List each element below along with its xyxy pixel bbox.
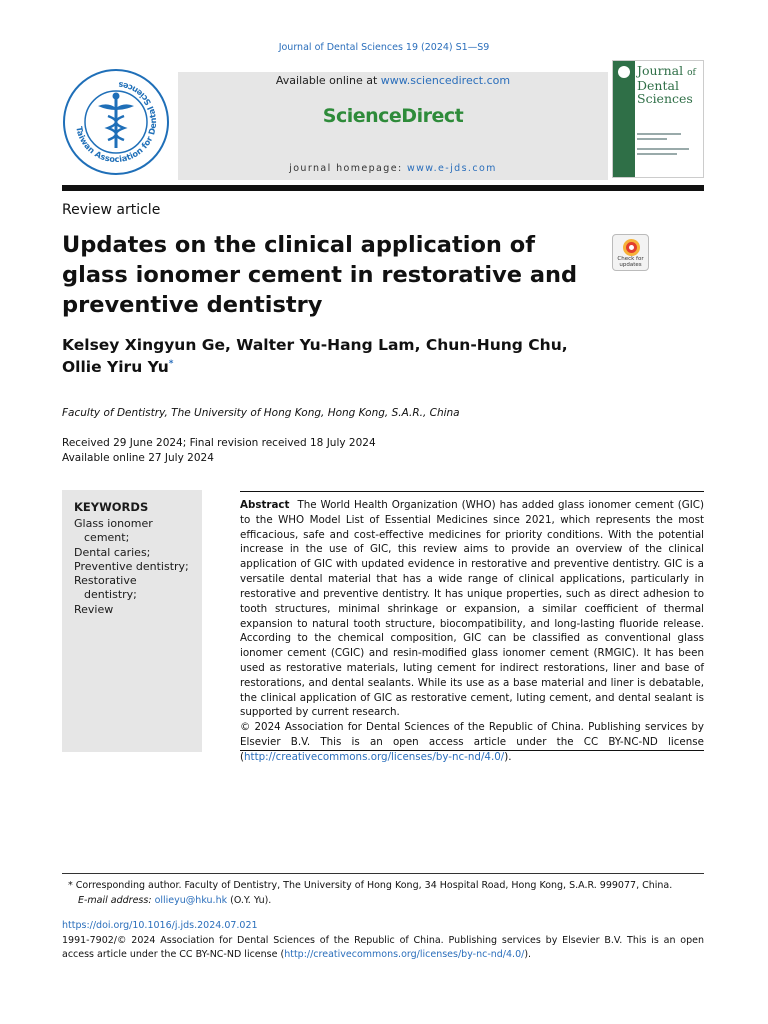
sciencedirect-link[interactable]: www.sciencedirect.com bbox=[380, 74, 511, 87]
abstract bbox=[240, 498, 704, 765]
crossmark-label bbox=[613, 257, 648, 269]
article-dates bbox=[62, 436, 376, 466]
authors-line1: Kelsey Xingyun Ge, Walter Yu-Hang Lam, Chun-Hung Chu, bbox=[62, 336, 568, 354]
keyword-item: Dental caries; bbox=[74, 545, 151, 559]
author-list bbox=[62, 334, 622, 378]
society-logo bbox=[62, 68, 170, 176]
authors-line2: Ollie Yiru Yu bbox=[62, 358, 169, 376]
cover-title-word3: Sciences bbox=[637, 90, 693, 106]
caduceus-seal-icon bbox=[62, 68, 170, 176]
cover-title bbox=[637, 64, 703, 105]
cover-title-word1: Journal bbox=[637, 63, 684, 78]
abstract-copyright-end: ). bbox=[504, 750, 512, 763]
abstract-rule-top bbox=[240, 491, 704, 492]
abstract-text: The World Health Organization (WHO) has added glass ionomer cement (GIC) to the WHO Model List of Essential Medicines since 2021, which represents the most efficacious, safe and cost-effective medicines for priority conditions. With the potential increase in the use of GIC, this review aims to provide an overview of the clinical application of GIC with updated evidence in restorative and preventive dentistry. GIC is a versatile dental material that has a wide range of clinical applications, particularly in restorative and preventive dentistry. It has unique properties, such as direct adhesion to tooth structures, minimal shrinkage or expansion, a similar coefficient of thermal expansion to natural tooth structure, biocompatibility, and long-lasting fluoride release. According to the chemical composition, GIC can be classified as conventional glass ionomer cement (CGIC) and resin-modified glass ionomer cement (RMGIC). It has been used as restorative materials, luting cement for indirect restorations, liner and base of restorations, and dental sealants. While its use as a base material and liner is debatable, the clinical application of GIC as restorative cement, luting cement, and dental sealant is supported by current research. bbox=[240, 499, 704, 719]
abstract-label: Abstract bbox=[240, 499, 290, 511]
journal-homepage-label: journal homepage: bbox=[289, 163, 407, 174]
running-head[interactable]: Journal of Dental Sciences 19 (2024) S1—S9 bbox=[278, 42, 490, 53]
abstract-copyright-text: © 2024 Association for Dental Sciences of the Republic of China. Publishing services by Elsevier B.V. This is an open access article under the CC BY-NC-ND license ( bbox=[240, 721, 704, 763]
cover-title-word2: Dental bbox=[637, 77, 679, 93]
affiliation: Faculty of Dentistry, The University of Hong Kong, Hong Kong, S.A.R., China bbox=[62, 407, 460, 419]
keyword-item: Preventive dentistry; bbox=[74, 559, 189, 573]
abstract-body bbox=[240, 498, 704, 720]
doi-link[interactable]: https://doi.org/10.1016/j.jds.2024.07.021 bbox=[62, 920, 258, 931]
email-link[interactable]: ollieyu@hku.hk bbox=[154, 894, 228, 906]
abstract-copyright bbox=[240, 720, 704, 764]
journal-homepage-link[interactable]: www.e-jds.com bbox=[406, 163, 497, 174]
abstract-license-link[interactable]: http://creativecommons.org/licenses/by-nc-nd/4.0/ bbox=[244, 750, 505, 763]
available-online-label: Available online at bbox=[275, 74, 381, 87]
journal-cover[interactable] bbox=[612, 60, 704, 178]
corresponding-footnote bbox=[68, 879, 672, 908]
header-rule bbox=[62, 185, 704, 191]
keyword-item: Glass ionomer cement; bbox=[74, 517, 153, 545]
available-online bbox=[178, 74, 608, 87]
sciencedirect-brand: ScienceDirect bbox=[322, 105, 464, 127]
check-for-updates-button[interactable] bbox=[612, 234, 649, 271]
license-statement bbox=[62, 934, 704, 963]
society-ring-text: Taiwan Association for Dental Sciences bbox=[74, 80, 159, 165]
email-label: E-mail address: bbox=[78, 894, 152, 906]
email-line bbox=[68, 894, 672, 909]
keywords-heading: KEYWORDS bbox=[74, 500, 149, 514]
license-text: 1991-7902/© 2024 Association for Dental Sciences of the Republic of China. Publishing services by Elsevier B.V. This is an open access article under the CC BY-NC-ND license ( bbox=[62, 935, 704, 961]
cover-emblem-icon bbox=[618, 66, 630, 78]
keyword-item: Restorative dentistry; bbox=[74, 574, 137, 602]
cover-title-of: of bbox=[687, 68, 696, 78]
header-band bbox=[62, 60, 704, 182]
abstract-rule-bottom bbox=[240, 750, 704, 751]
license-link[interactable]: http://creativecommons.org/licenses/by-nc-nd/4.0/ bbox=[284, 949, 525, 961]
sciencedirect-box bbox=[178, 72, 608, 180]
corresponding-author-marker[interactable]: * bbox=[168, 358, 174, 369]
cover-strip bbox=[613, 61, 635, 178]
article-type: Review article bbox=[62, 202, 161, 218]
license-end: ). bbox=[524, 949, 532, 961]
footnote-rule bbox=[62, 873, 704, 874]
crossmark-label-line1: Check for bbox=[617, 256, 644, 262]
crossmark-label-line2: updates bbox=[619, 261, 642, 268]
corresponding-author-note: * Corresponding author. Faculty of Dentistry, The University of Hong Kong, 34 Hospital Road, Hong Kong, S.A.R. 999077, China. bbox=[68, 880, 673, 891]
keyword-item: Review bbox=[74, 602, 114, 616]
journal-homepage bbox=[178, 163, 608, 174]
article-title: Updates on the clinical application of glass ionomer cement in restorative and preventive dentistry bbox=[62, 232, 578, 319]
received-dates: Received 29 June 2024; Final revision received 18 July 2024 bbox=[62, 437, 376, 449]
keywords-box bbox=[62, 490, 202, 752]
crossmark-icon bbox=[623, 239, 640, 256]
online-date: Available online 27 July 2024 bbox=[62, 452, 214, 465]
cover-text-lines bbox=[637, 133, 697, 158]
email-suffix: (O.Y. Yu). bbox=[227, 894, 272, 906]
